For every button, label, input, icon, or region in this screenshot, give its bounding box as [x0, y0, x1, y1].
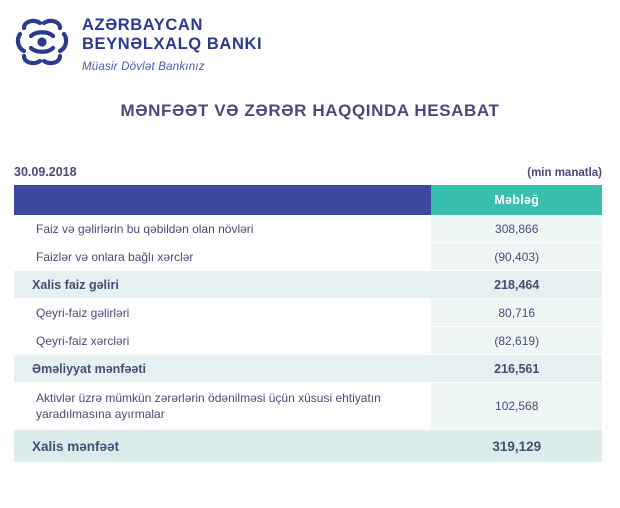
table-row: [14, 383, 602, 430]
row-label: Əməliyyat mənfəəti: [14, 355, 431, 383]
profit-loss-table: [14, 185, 602, 463]
table-row: [14, 215, 602, 243]
row-label: Faizlər və onlara bağlı xərclər: [14, 243, 431, 271]
row-amount: 319,129: [431, 430, 602, 463]
table-body: [14, 215, 602, 463]
table-row: [14, 243, 602, 271]
table-row: [14, 327, 602, 355]
row-amount: (82,619): [431, 327, 602, 355]
row-amount: 218,464: [431, 271, 602, 299]
row-amount: (90,403): [431, 243, 602, 271]
row-label: Faiz və gəlirlərin bu qəbildən olan növləri: [14, 215, 431, 243]
row-label: Qeyri-faiz gəlirləri: [14, 299, 431, 327]
column-header-item: [14, 185, 431, 215]
table-row-total: [14, 430, 602, 463]
brand-line-2: BEYNƏLXALQ BANKI: [82, 35, 263, 53]
page-title: MƏNFƏƏT VƏ ZƏRƏR HAQQINDA HESABAT: [120, 101, 500, 120]
brand-slogan: Müasir Dövlət Bankınız: [82, 61, 205, 73]
brand-header: [0, 0, 620, 73]
brand-line-1: AZƏRBAYCAN: [82, 16, 203, 34]
row-label: Xalis mənfəət: [14, 430, 431, 463]
table-row: [14, 355, 602, 383]
bank-logo-icon: [14, 14, 70, 70]
column-header-amount: Məbləğ: [431, 185, 602, 215]
report-date: 30.09.2018: [14, 165, 77, 179]
row-amount: 102,568: [431, 383, 602, 430]
row-amount: 80,716: [431, 299, 602, 327]
row-label: Aktivlər üzrə mümkün zərərlərin ödənilməsi üçün xüsusi ehtiyatın yaradılmasına ayırmalar: [14, 383, 431, 430]
brand-text: [82, 12, 262, 73]
row-label: Qeyri-faiz xərcləri: [14, 327, 431, 355]
row-amount: 308,866: [431, 215, 602, 243]
table-row: [14, 271, 602, 299]
table-header-row: [14, 185, 602, 215]
table-row: [14, 299, 602, 327]
row-amount: 216,561: [431, 355, 602, 383]
report-meta: [14, 165, 602, 179]
row-label: Xalis faiz gəliri: [14, 271, 431, 299]
report-unit: (min manatla): [527, 167, 602, 179]
